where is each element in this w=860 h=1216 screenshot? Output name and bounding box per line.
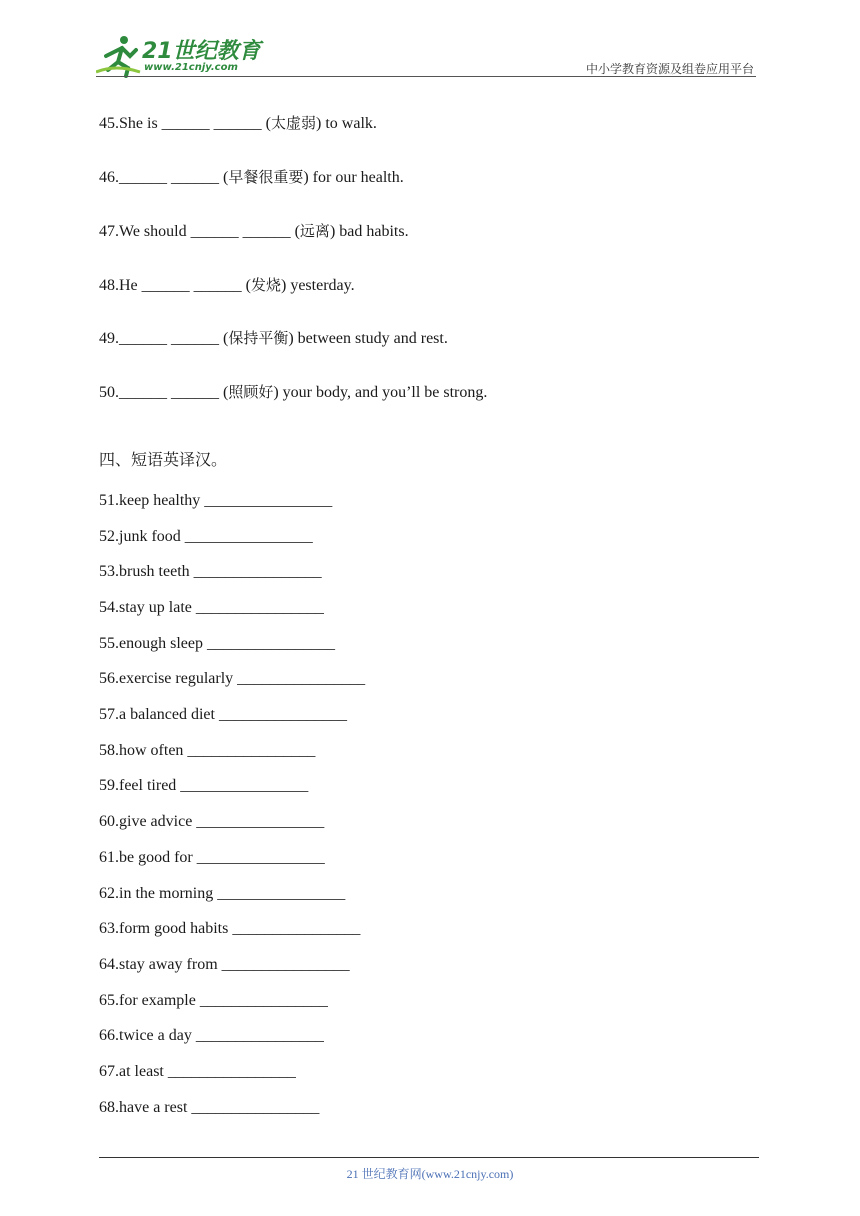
chinese-hint: 远离 [299,222,330,240]
header-divider [96,76,756,77]
phrase-68: 68.have a rest ________________ [99,1099,320,1116]
question-48 [99,274,355,295]
site-logo [96,34,266,78]
chinese-hint: 太虚弱 [271,114,317,132]
question-47 [99,220,409,241]
question-text: ) to walk. [316,115,377,132]
question-text: ) for our health. [303,169,404,186]
question-text: ______ ______ ( [119,384,229,401]
phrase-53: 53.brush teeth ________________ [99,563,322,580]
question-text: ) your body, and you’ll be strong. [273,384,488,401]
phrase-67: 67.at least ________________ [99,1063,296,1080]
question-text: He ______ ______ ( [119,277,251,294]
chinese-hint: 早餐很重要 [228,168,304,186]
question-text: ______ ______ ( [119,330,229,347]
question-number: 47. [99,223,119,240]
phrase-59: 59.feel tired ________________ [99,777,309,794]
question-number: 45. [99,115,119,132]
phrase-52: 52.junk food ________________ [99,528,313,545]
footer-divider [99,1157,759,1158]
section-title: 四、短语英译汉。 [99,450,228,469]
question-text: She is ______ ______ ( [119,115,271,132]
question-text: ) bad habits. [329,223,409,240]
question-text: ) yesterday. [281,277,355,294]
page-header [0,0,860,80]
phrase-66: 66.twice a day ________________ [99,1027,324,1044]
phrase-65: 65.for example ________________ [99,992,328,1009]
runner-logo-icon [96,34,144,78]
phrase-55: 55.enough sleep ________________ [99,635,335,652]
phrase-63: 63.form good habits ________________ [99,920,361,937]
question-50 [99,381,487,402]
phrase-60: 60.give advice ________________ [99,813,325,830]
question-number: 46. [99,169,119,186]
question-45 [99,112,377,133]
question-number: 50. [99,384,119,401]
phrase-54: 54.stay up late ________________ [99,599,324,616]
page-footer: 21 世纪教育网(www.21cnjy.com) [346,1167,514,1181]
chinese-hint: 保持平衡 [228,329,289,347]
platform-tagline: 中小学教育资源及组卷应用平台 [585,62,754,76]
question-text: ______ ______ ( [119,169,229,186]
phrase-57: 57.a balanced diet ________________ [99,706,347,723]
phrase-58: 58.how often ________________ [99,742,316,759]
question-text: ) between study and rest. [288,330,448,347]
question-49 [99,327,448,348]
question-number: 49. [99,330,119,347]
question-number: 48. [99,277,119,294]
phrase-62: 62.in the morning ________________ [99,885,346,902]
phrase-64: 64.stay away from ________________ [99,956,350,973]
phrase-61: 61.be good for ________________ [99,849,325,866]
question-text: We should ______ ______ ( [119,223,300,240]
chinese-hint: 照顾好 [228,383,274,401]
question-46 [99,166,404,187]
chinese-hint: 发烧 [250,276,281,294]
logo-text: 21世纪教育 [142,39,261,64]
phrase-56: 56.exercise regularly ________________ [99,670,366,687]
phrase-51: 51.keep healthy ________________ [99,492,333,509]
logo-url: www.21cnjy.com [144,62,238,73]
